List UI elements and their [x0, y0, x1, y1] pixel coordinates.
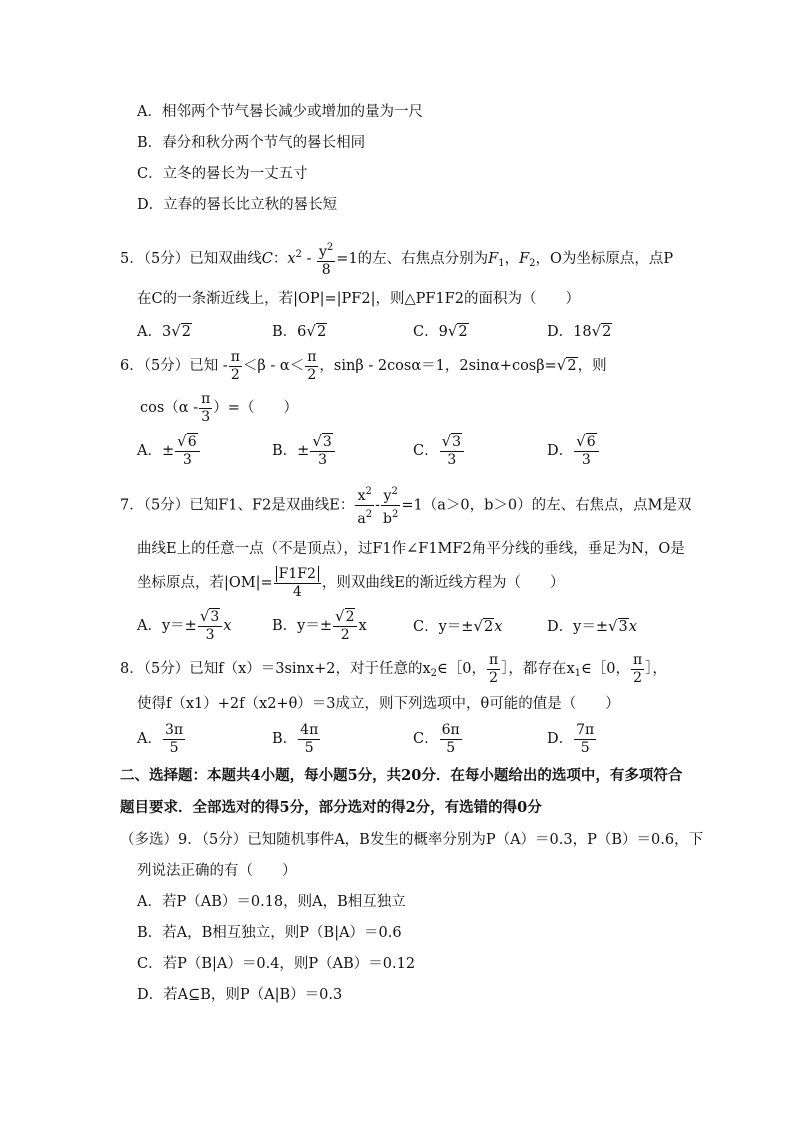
q6-option-c: C． $\frac{√3}{3}$	[413, 432, 465, 470]
q8-option-c: C． $\frac{6\pi}{5}$	[413, 721, 460, 756]
q8-options	[0, 720, 794, 758]
q9-option-a: A．若P（AB）＝0.18，则A，B相互独立	[137, 894, 406, 910]
q9-stem: （多选）9．（5分）已知随机事件A，B发生的概率分别为P（A）＝0.3，P（B）＝0.6，下	[120, 832, 704, 848]
q6-option-d: D． $\frac{√6}{3}$	[547, 432, 600, 470]
q6-stem: 6．（5分）已知 - $\frac{\pi}{2}$ ＜β - α＜ $\frac{\pi}{2}$ ，sinβ - 2cosα＝1，2sinα+cosβ=√2，则	[120, 348, 607, 383]
q7-option-a: A．y＝± $\frac{√3}{3}$ x	[137, 607, 232, 643]
q9-option-b: B．若A，B相互独立，则P（B|A）＝0.6	[137, 925, 402, 941]
q6-stem-line2: cos（α - $\frac{\pi}{3}$ ）=（ ）	[140, 390, 298, 425]
q7-option-b: B．y＝± $\frac{√2}{2}$ x	[272, 607, 367, 643]
q7-stem-line2: 曲线E上的任意一点（不是顶点），过F1作∠F1MF2角平分线的垂线，垂足为N，O是	[137, 541, 685, 557]
q5-curve-name: C	[261, 251, 273, 267]
q5-option-c: C．9√2	[413, 322, 468, 340]
q5-options	[0, 320, 794, 342]
q8-option-d: D． $\frac{7\pi}{5}$	[547, 721, 595, 756]
q6-option-b: B．± $\frac{√3}{3}$	[272, 432, 336, 470]
q6-options	[0, 432, 794, 470]
q7-stem: 7．（5分）已知F1、F2是双曲线E： $\frac{x^2}{a^2}$ - $\frac{y^2}{b^2}$ =1（a＞0，b＞0）的左、右焦点，点M是双	[120, 483, 691, 528]
q8-option-b: B． $\frac{4\pi}{5}$	[272, 721, 319, 756]
q5-option-a: A．3√2	[137, 322, 191, 340]
q5-stem-line2: 在C的一条渐近线上，若|OP|=|PF2|，则△PF1F2的面积为（ ）	[137, 291, 580, 307]
q6-option-a: A．± $\frac{√6}{3}$	[137, 432, 201, 470]
q7-options	[0, 607, 794, 645]
q8-option-a: A． $\frac{3\pi}{5}$	[137, 721, 184, 756]
q9-option-c: C．若P（B|A）＝0.4，则P（AB）＝0.12	[137, 956, 416, 972]
q8-stem: 8．（5分）已知f（x）＝3sinx+2，对于任意的$x_2\in[0$， $\frac{\pi}{2}$ ］，都存在$x_1\in[0$， $\frac{\pi}{2}$ ］，	[120, 651, 667, 686]
q7-option-c: C．y＝±√2x	[413, 617, 503, 635]
section-heading-line1: 二、选择题：本题共4小题，每小题5分，共20分．在每小题给出的选项中，有多项符合	[120, 767, 683, 784]
q4-option-a: A．相邻两个节气晷长减少或增加的量为一尺	[137, 104, 423, 120]
q4-option-c: C．立冬的晷长为一丈五寸	[137, 166, 308, 182]
q7-stem-line3: 坐标原点，若|OM|= $\frac{F1F2}{4}$ ，则双曲线E的渐近线方程为（ ）	[137, 565, 565, 600]
q7-option-d: D．y＝±√3x	[547, 617, 637, 635]
q4-option-d: D．立春的晷长比立秋的晷长短	[137, 197, 338, 213]
q5-option-b: B．6√2	[272, 322, 327, 340]
q5-option-d: D．18√2	[547, 322, 612, 340]
q4-option-b: B．春分和秋分两个节气的晷长相同	[137, 135, 366, 151]
section-heading-line2: 题目要求．全部选对的得5分，部分选对的得2分，有选错的得0分	[120, 799, 542, 816]
q9-stem-line2: 列说法正确的有（ ）	[137, 863, 297, 879]
q9-option-d: D．若A⊆B，则P（A|B）＝0.3	[137, 987, 343, 1003]
q8-stem-line2: 使得f（x1）+2f（x2+θ）＝3成立，则下列选项中，θ可能的值是（ ）	[137, 696, 620, 712]
q5-stem: 5．（5分）已知双曲线C：$x^2$ - $\frac{y^2}{8}$ =1的左、右焦点分别为$F_1$，$F_2$，O为坐标原点，点P	[120, 238, 673, 281]
q5-fraction: $\frac{y^2}{8}$	[317, 239, 335, 279]
